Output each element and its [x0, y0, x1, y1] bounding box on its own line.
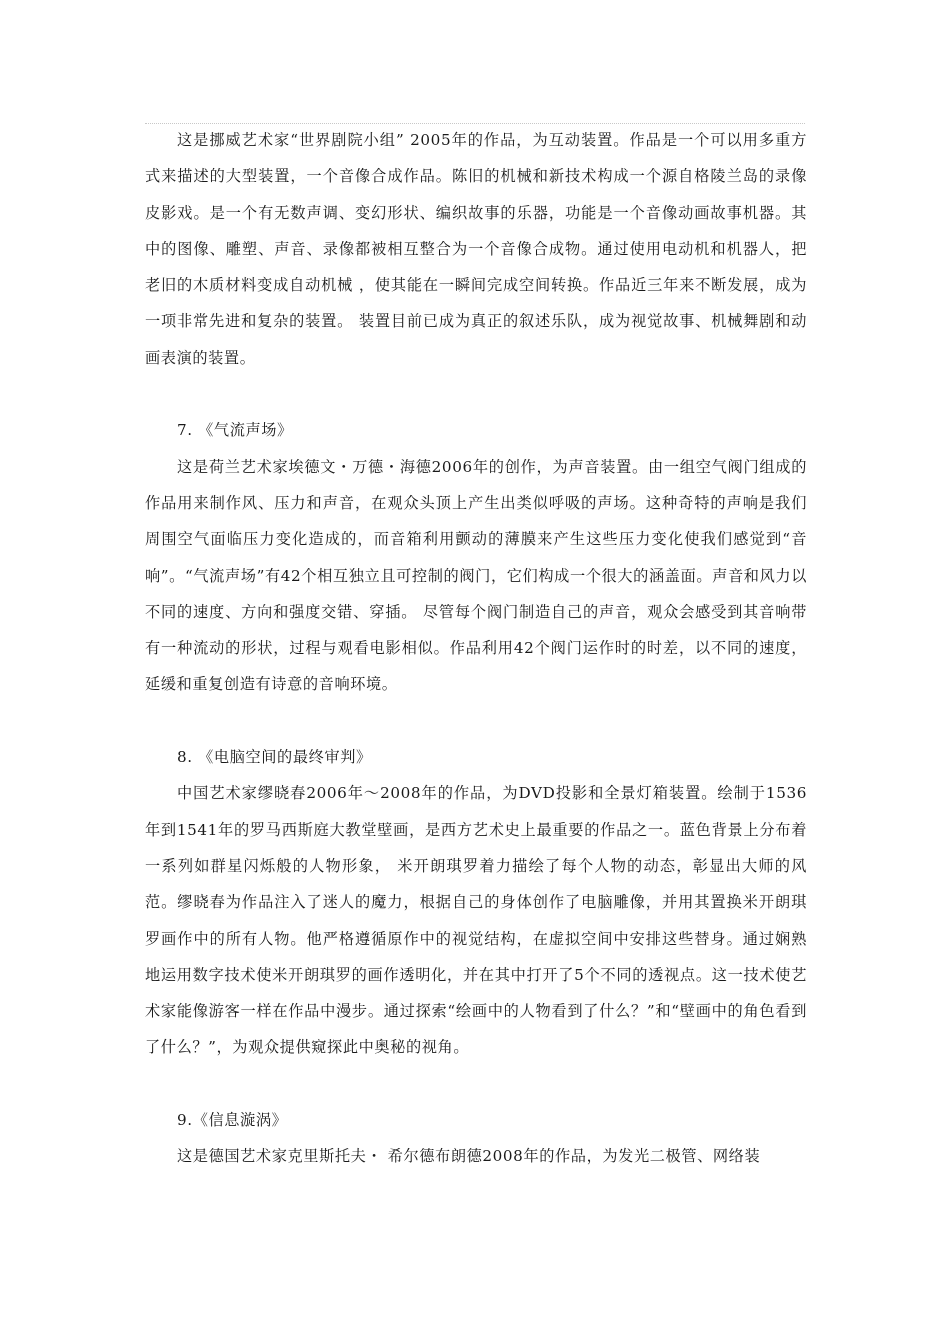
section-heading-8: 8. 《电脑空间的最终审判》	[177, 748, 372, 767]
paragraph-gap	[145, 376, 807, 412]
paragraph-gap	[145, 1066, 807, 1102]
paragraph-gap	[145, 703, 807, 739]
paragraph-information-vortex: 这是德国艺术家克里斯托夫・ 希尔德布朗德2008年的作品，为发光二极管、网络装	[177, 1147, 761, 1166]
section-heading-9: 9.《信息漩涡》	[177, 1111, 288, 1130]
paragraph-last-judgment-cyberspace: 中国艺术家缪晓春2006年～2008年的作品，为DVD投影和全景灯箱装置。绘制于1536年到1541年的罗马西斯庭大教堂壁画，是西方艺术史上最重要的作品之一。蓝色背景上分布着一系列如群星闪烁般的人物形象， 米开朗琪罗着力描绘了每个人物的动态，彰显出大师的风范。缪晓春为作品注入了迷人的魔力，根据自己的身体创作了电脑雕像，并用其置换米开朗琪罗画作中的所有人物。他严格遵循原作中的视觉结构，在虚拟空间中安排这些替身。通过娴熟地运用数字技术使米开朗琪罗的画作透明化，并在其中打开了5个不同的透视点。这一技术使艺术家能像游客一样在作品中漫步。通过探索“绘画中的人物看到了什么？”和“壁画中的角色看到了什么？”，为观众提供窥探此中奥秘的视角。	[145, 784, 807, 1057]
section-heading-7: 7. 《气流声场》	[177, 421, 293, 440]
paragraph-world-theatre-group: 这是挪威艺术家“世界剧院小组” 2005年的作品，为互动装置。作品是一个可以用多重方式来描述的大型装置，一个音像合成作品。陈旧的机械和新技术构成一个源自格陵兰岛的录像皮影戏。是一个有无数声调、变幻形状、编织故事的乐器，功能是一个音像动画故事机器。其中的图像、雕塑、声音、录像都被相互整合为一个音像合成物。通过使用电动机和机器人，把老旧的木质材料变成自动机械 ，使其能在一瞬间完成空间转换。作品近三年来不断发展，成为一项非常先进和复杂的装置。 装置目前已成为真正的叙述乐队，成为视觉故事、机械舞剧和动画表演的装置。	[145, 131, 807, 367]
paragraph-airflow-soundfield: 这是荷兰艺术家埃德文・万德・海德2006年的创作，为声音装置。由一组空气阀门组成的作品用来制作风、压力和声音，在观众头顶上产生出类似呼吸的声场。这种奇特的声响是我们周围空气面临压力变化造成的，而音箱利用颤动的薄膜来产生这些压力变化使我们感觉到“音响”。“气流声场”有42个相互独立且可控制的阀门，它们构成一个很大的涵盖面。声音和风力以不同的速度、方向和强度交错、穿插。 尽管每个阀门制造自己的声音，观众会感受到其音响带有一种流动的形状，过程与观看电影相似。作品利用42个阀门运作时的时差，以不同的速度，延缓和重复创造有诗意的音响环境。	[145, 457, 807, 694]
document-body	[145, 122, 807, 1175]
